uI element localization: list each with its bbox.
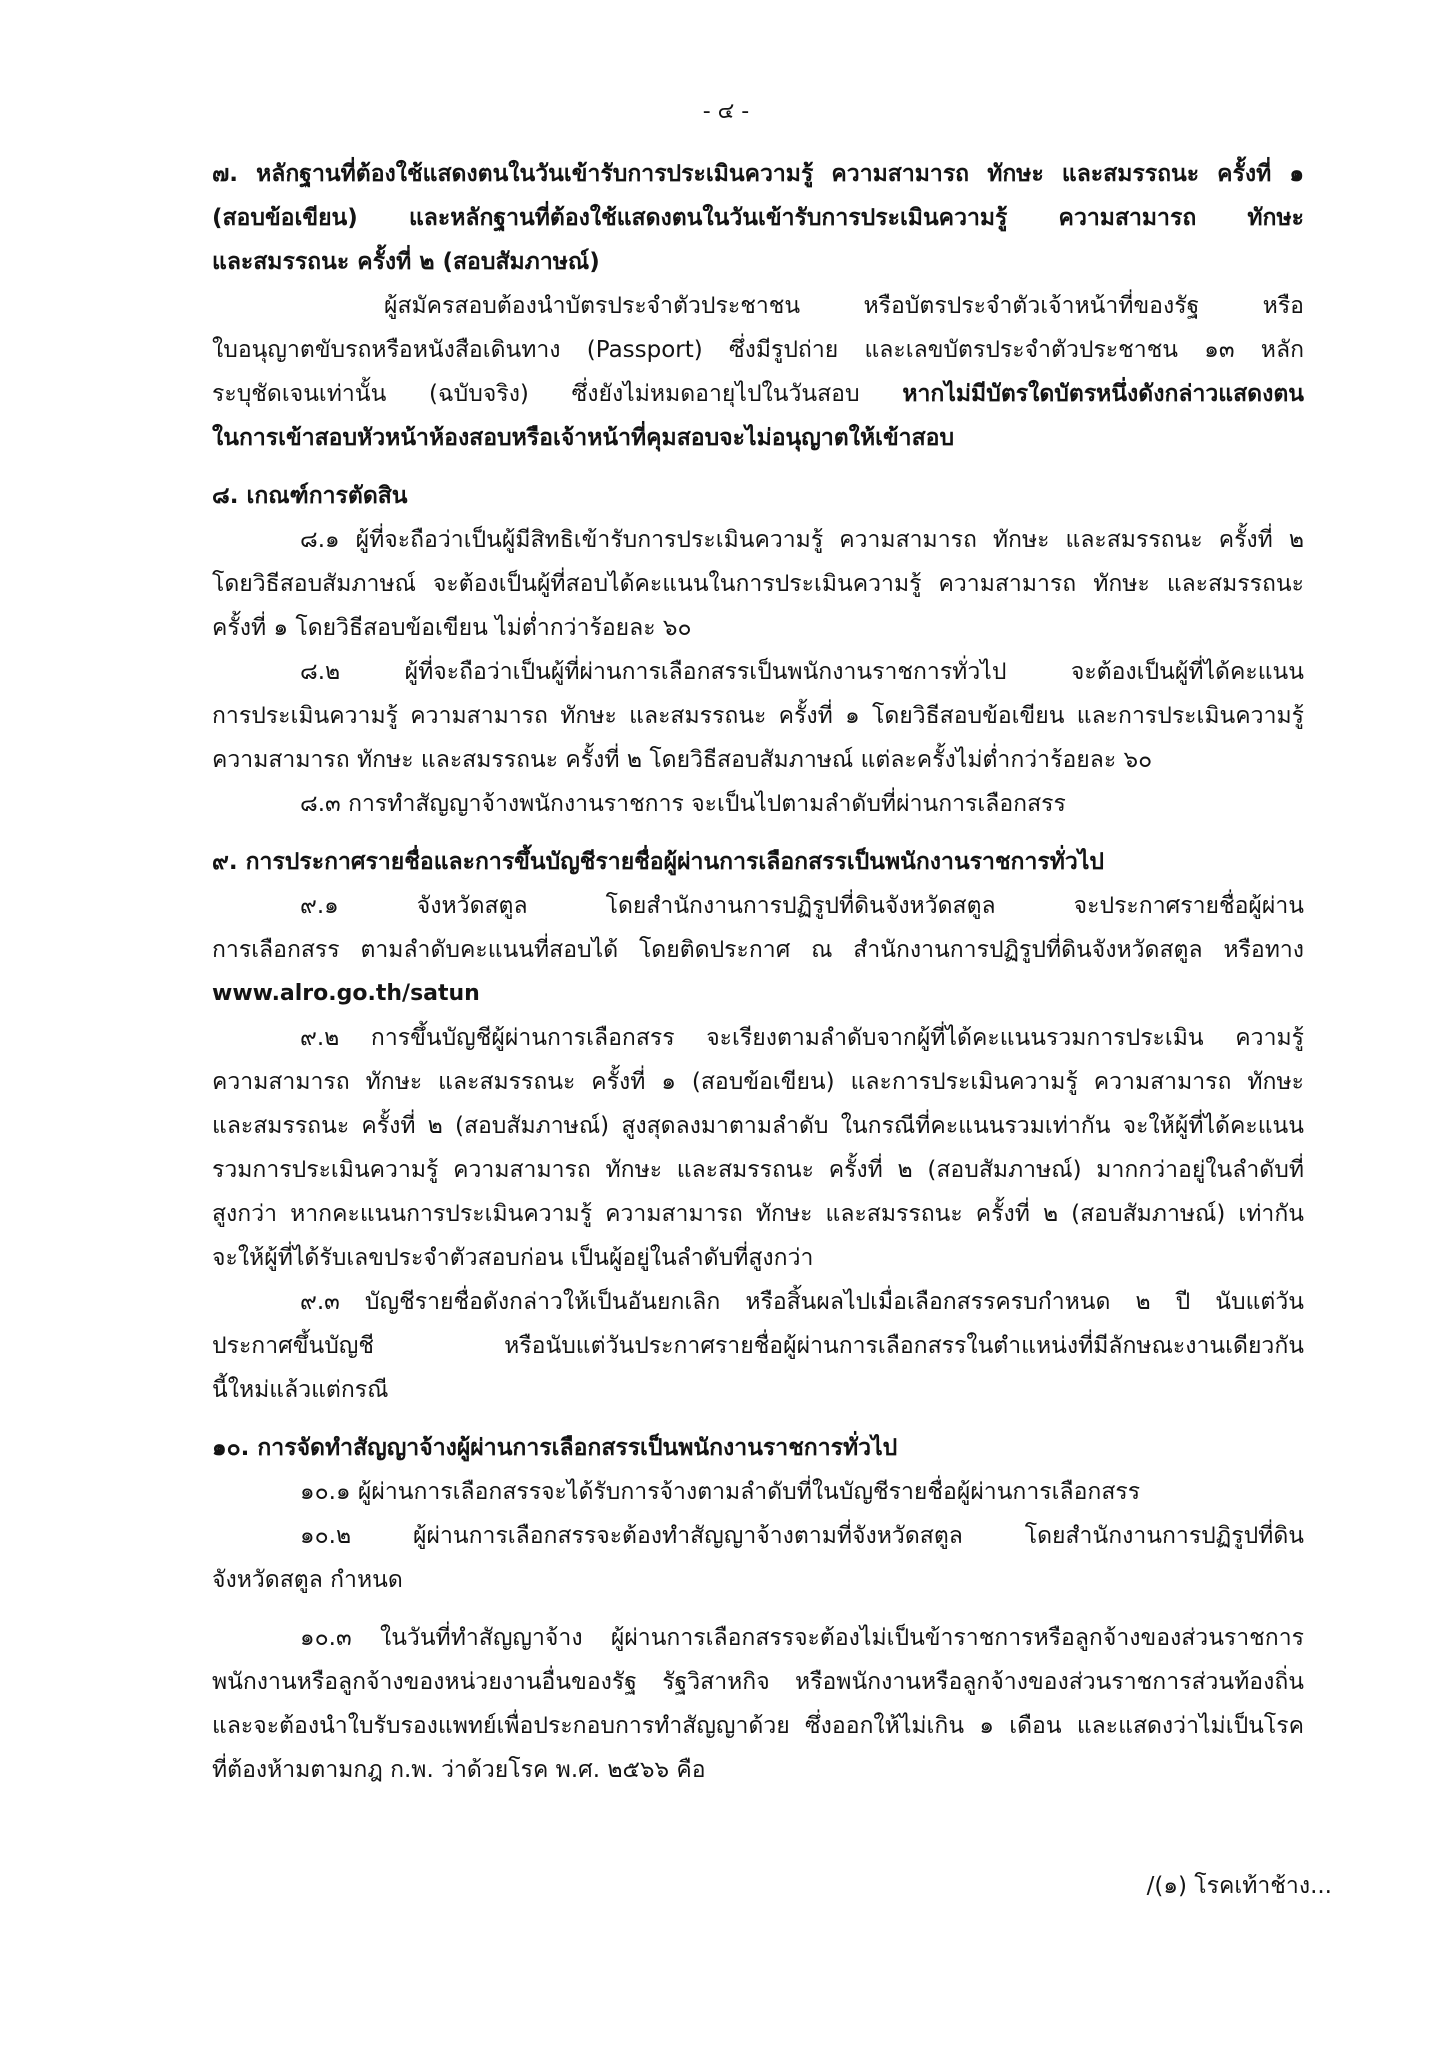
section-7-heading-line-2: (สอบข้อเขียน) และหลักฐานที่ต้องใช้แสดงตนในวันเข้ารับการประเมินความรู้ ความสามารถ ทักษะ	[212, 205, 1304, 231]
section-9-3-line-1: ๙.๓ บัญชีรายชื่อดังกล่าวให้เป็นอันยกเลิก หรือสิ้นผลไปเมื่อเลือกสรรครบกำหนด ๒ ปี นับแต่วัน	[300, 1289, 1304, 1315]
section-7-heading-line-1: ๗. หลักฐานที่ต้องใช้แสดงตนในวันเข้ารับการประเมินความรู้ ความสามารถ ทักษะ และสมรรถนะ ครั้งที่ ๑	[212, 161, 1304, 187]
section-8-1-line-2: โดยวิธีสอบสัมภาษณ์ จะต้องเป็นผู้ที่สอบได้คะแนนในการประเมินความรู้ ความสามารถ ทักษะ และสมรรถนะ	[212, 571, 1304, 597]
section-10-3-line-1: ๑๐.๓ ในวันที่ทำสัญญาจ้าง ผู้ผ่านการเลือกสรรจะต้องไม่เป็นข้าราชการหรือลูกจ้างของส่วนราชการ	[300, 1625, 1304, 1651]
section-9-2-line-6: จะให้ผู้ที่ได้รับเลขประจำตัวสอบก่อน เป็นผู้อยู่ในลำดับที่สูงกว่า	[212, 1245, 814, 1271]
section-8-1-line-3: ครั้งที่ ๑ โดยวิธีสอบข้อเขียน ไม่ต่ำกว่าร้อยละ ๖๐	[212, 615, 692, 641]
section-8-2-line-2: การประเมินความรู้ ความสามารถ ทักษะ และสมรรถนะ ครั้งที่ ๑ โดยวิธีสอบข้อเขียน และการประเมินความรู้	[212, 703, 1304, 729]
section-8-1-line-1: ๘.๑ ผู้ที่จะถือว่าเป็นผู้มีสิทธิเข้ารับการประเมินความรู้ ความสามารถ ทักษะ และสมรรถนะ ครั้งที่ ๒	[300, 527, 1304, 553]
section-7	[212, 152, 1304, 460]
section-9-2-line-3: และสมรรถนะ ครั้งที่ ๒ (สอบสัมภาษณ์) สูงสุดลงมาตามลำดับ ในกรณีที่คะแนนรวมเท่ากัน จะให้ผู้ที่ได้คะแนน	[212, 1113, 1304, 1139]
section-10	[212, 1426, 1304, 1792]
section-9-2-line-1: ๙.๒ การขึ้นบัญชีผู้ผ่านการเลือกสรร จะเรียงตามลำดับจากผู้ที่ได้คะแนนรวมการประเมิน ความรู้	[300, 1025, 1304, 1051]
section-8-3-line-1: ๘.๓ การทำสัญญาจ้างพนักงานราชการ จะเป็นไปตามลำดับที่ผ่านการเลือกสรร	[300, 791, 1066, 817]
section-7-paragraph-line-2: ใบอนุญาตขับรถหรือหนังสือเดินทาง (Passport) ซึ่งมีรูปถ่าย และเลขบัตรประจำตัวประชาชน ๑๓ หลัก	[212, 337, 1304, 363]
section-10-heading: ๑๐. การจัดทำสัญญาจ้างผู้ผ่านการเลือกสรรเป็นพนักงานราชการทั่วไป	[212, 1435, 898, 1461]
section-9-3-line-2: ประกาศขึ้นบัญชี หรือนับแต่วันประกาศรายชื่อผู้ผ่านการเลือกสรรในตำแหน่งที่มีลักษณะงานเดียวกัน	[212, 1333, 1304, 1359]
section-7-paragraph-line-4: ในการเข้าสอบหัวหน้าห้องสอบหรือเจ้าหน้าที่คุมสอบจะไม่อนุญาตให้เข้าสอบ	[212, 425, 955, 451]
section-7-paragraph-line-3-bold: หากไม่มีบัตรใดบัตรหนึ่งดังกล่าวแสดงตน	[902, 381, 1304, 407]
section-10-3-line-2: พนักงานหรือลูกจ้างของหน่วยงานอื่นของรัฐ รัฐวิสาหกิจ หรือพนักงานหรือลูกจ้างของส่วนราชการส่วนท้องถิ่น	[212, 1669, 1304, 1695]
section-9-heading: ๙. การประกาศรายชื่อและการขึ้นบัญชีรายชื่อผู้ผ่านการเลือกสรรเป็นพนักงานราชการทั่วไป	[212, 849, 1104, 875]
section-8-heading: ๘. เกณฑ์การตัดสิน	[212, 483, 408, 509]
section-7-heading-line-3: และสมรรถนะ ครั้งที่ ๒ (สอบสัมภาษณ์)	[212, 249, 600, 275]
document-body	[212, 152, 1304, 1792]
section-9-1-line-2: การเลือกสรร ตามลำดับคะแนนที่สอบได้ โดยติดประกาศ ณ สำนักงานการปฏิรูปที่ดินจังหวัดสตูล หรือทาง	[212, 937, 1304, 963]
section-7-paragraph-line-3-normal: ระบุชัดเจนเท่านั้น (ฉบับจริง) ซึ่งยังไม่หมดอายุไปในวันสอบ	[212, 381, 903, 407]
section-8-2-line-1: ๘.๒ ผู้ที่จะถือว่าเป็นผู้ที่ผ่านการเลือกสรรเป็นพนักงานราชการทั่วไป จะต้องเป็นผู้ที่ได้คะแนน	[300, 659, 1304, 685]
section-9-2-line-5: สูงกว่า หากคะแนนการประเมินความรู้ ความสามารถ ทักษะ และสมรรถนะ ครั้งที่ ๒ (สอบสัมภาษณ์) เท่ากัน	[212, 1201, 1304, 1227]
section-7-paragraph-line-1: ผู้สมัครสอบต้องนำบัตรประจำตัวประชาชน หรือบัตรประจำตัวเจ้าหน้าที่ของรัฐ หรือ	[384, 293, 1304, 319]
section-9-2-line-4: รวมการประเมินความรู้ ความสามารถ ทักษะ และสมรรถนะ ครั้งที่ ๒ (สอบสัมภาษณ์) มากกว่าอยู่ในลำดับที่	[212, 1157, 1304, 1183]
section-10-2-line-2: จังหวัดสตูล กำหนด	[212, 1567, 403, 1593]
section-9	[212, 840, 1304, 1412]
section-9-3-line-3: นี้ใหม่แล้วแต่กรณี	[212, 1377, 389, 1403]
section-10-3-line-3: และจะต้องนำใบรับรองแพทย์เพื่อประกอบการทำสัญญาด้วย ซึ่งออกให้ไม่เกิน ๑ เดือน และแสดงว่าไม่เป็นโรค	[212, 1713, 1304, 1739]
section-8-2-line-3: ความสามารถ ทักษะ และสมรรถนะ ครั้งที่ ๒ โดยวิธีสอบสัมภาษณ์ แต่ละครั้งไม่ต่ำกว่าร้อยละ ๖๐	[212, 747, 1153, 773]
page-number: - ๔ -	[702, 99, 750, 124]
continuation-note: /(๑) โรคเท้าช้าง...	[1146, 1873, 1332, 1899]
section-9-2-line-2: ความสามารถ ทักษะ และสมรรถนะ ครั้งที่ ๑ (สอบข้อเขียน) และการประเมินความรู้ ความสามารถ ทักษะ	[212, 1069, 1304, 1095]
section-10-1-line-1: ๑๐.๑ ผู้ผ่านการเลือกสรรจะได้รับการจ้างตามลำดับที่ในบัญชีรายชื่อผู้ผ่านการเลือกสรร	[300, 1479, 1141, 1505]
section-10-2-line-1: ๑๐.๒ ผู้ผ่านการเลือกสรรจะต้องทำสัญญาจ้างตามที่จังหวัดสตูล โดยสำนักงานการปฏิรูปที่ดิน	[300, 1523, 1304, 1549]
section-10-3-line-4: ที่ต้องห้ามตามกฎ ก.พ. ว่าด้วยโรค พ.ศ. ๒๕๖๖ คือ	[212, 1757, 706, 1783]
section-9-1-url-link[interactable]: www.alro.go.th/satun	[212, 981, 480, 1006]
section-8	[212, 474, 1304, 826]
section-7-paragraph-line-3	[212, 372, 1304, 416]
section-9-1-line-1: ๙.๑ จังหวัดสตูล โดยสำนักงานการปฏิรูปที่ดินจังหวัดสตูล จะประกาศรายชื่อผู้ผ่าน	[300, 893, 1304, 919]
